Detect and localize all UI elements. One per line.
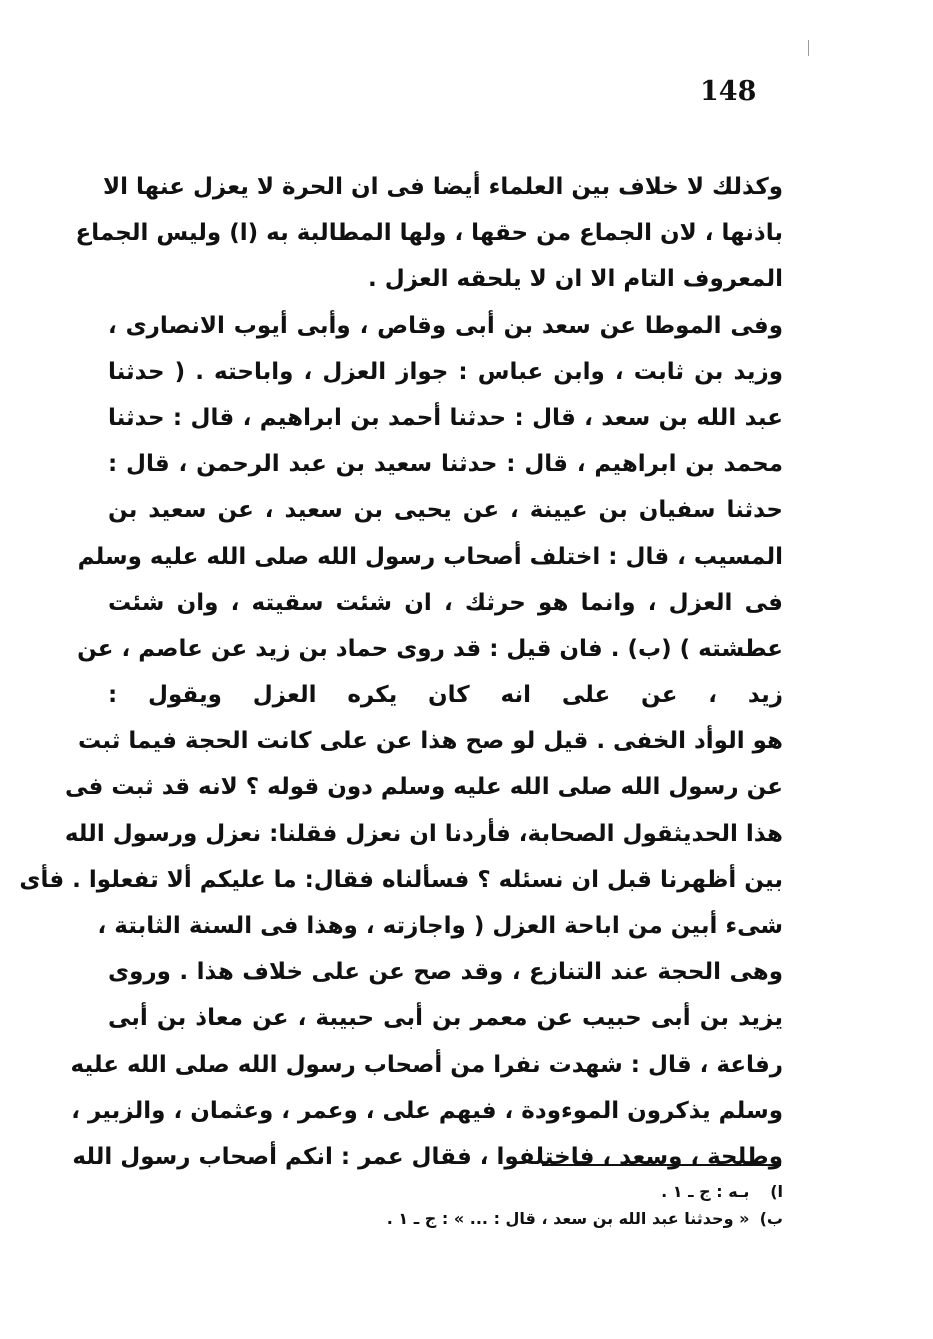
page-number: 148: [700, 76, 757, 107]
footnote-text: « وحدثنا عبد الله بن سعد ، قال : ... » : ج ـ ١ .: [386, 1209, 750, 1228]
text-line: وكذلك لا خلاف بين العلماء أيضا فى ان الحرة لا يعزل عنها الا: [103, 174, 783, 200]
text-line: عن رسول الله صلى الله عليه وسلم دون قوله ؟ لانه قد ثبت فى: [64, 774, 783, 801]
footnote-text: بـه : ج ـ ١ .: [661, 1182, 750, 1201]
text-line: زيد ، عن على انه كان يكره العزل ويقول :: [108, 682, 783, 709]
footnote-a: [240, 1178, 783, 1205]
text-line: محمد بن ابراهيم ، قال : حدثنا سعيد بن عبد الرحمن ، قال :: [108, 451, 783, 478]
text-line: وهى الحجة عند التنازع ، وقد صح عن على خلاف هذا . وروى: [108, 959, 783, 986]
text-line: وزيد بن ثابت ، وابن عباس : جواز العزل ، واباحته . ( حدثنا: [108, 358, 783, 385]
text-line: عطشته ) (ب) . فان قيل : قد روى حماد بن زيد عن عاصم ، عن: [77, 635, 783, 662]
text-line: باذنها ، لان الجماع من حقها ، ولها المطالبة به (ا) وليس الجماع: [75, 220, 783, 247]
text-line: وطلحة ، وسعد ، فاختلفوا ، فقال عمر : انكم أصحاب رسول الله: [72, 1143, 783, 1170]
text-line: المعروف التام الا ان لا يلحقه العزل .: [368, 266, 783, 293]
text-line: يزيد بن أبى حبيب عن معمر بن أبى حبيبة ، عن معاذ بن أبى: [108, 1005, 783, 1032]
text-line: فى العزل ، وانما هو حرثك ، ان شئت سقيته ، وان شئت: [108, 589, 783, 616]
footnote-divider: [542, 1164, 781, 1166]
text-line: هذا الحديثقول الصحابة، فأردنا ان نعزل فقلنا: نعزل ورسول الله: [64, 820, 783, 847]
footnote-marker: ا): [770, 1182, 783, 1201]
text-line: بين أظهرنا قبل ان نسئله ؟ فسألناه فقال: ما عليكم ألا تفعلوا . فأى: [19, 866, 783, 893]
footnotes: [240, 1178, 783, 1232]
text-line: هو الوأد الخفى . قيل لو صح هذا عن على كانت الحجة فيما ثبت: [78, 728, 783, 755]
footnote-b: [240, 1205, 783, 1232]
text-line: حدثنا سفيان بن عيينة ، عن يحيى بن سعيد ، عن سعيد بن: [108, 497, 783, 524]
text-line: رفاعة ، قال : شهدت نفرا من أصحاب رسول الله صلى الله عليه: [70, 1051, 783, 1078]
text-line: شىء أبين من اباحة العزل ( واجازته ، وهذا فى السنة الثابتة ،: [97, 913, 783, 939]
text-line: وفى الموطا عن سعد بن أبى وقاص ، وأبى أيوب الانصارى ،: [108, 312, 783, 339]
body-text: [19, 164, 783, 1180]
footnote-marker: ب): [759, 1209, 783, 1228]
text-line: عبد الله بن سعد ، قال : حدثنا أحمد بن ابراهيم ، قال : حدثنا: [108, 404, 783, 431]
scan-mark: [808, 40, 809, 56]
text-line: وسلم يذكرون الموءودة ، فيهم على ، وعمر ، وعثمان ، والزبير ،: [71, 1097, 783, 1124]
text-line: المسيب ، قال : اختلف أصحاب رسول الله صلى الله عليه وسلم: [77, 543, 783, 570]
